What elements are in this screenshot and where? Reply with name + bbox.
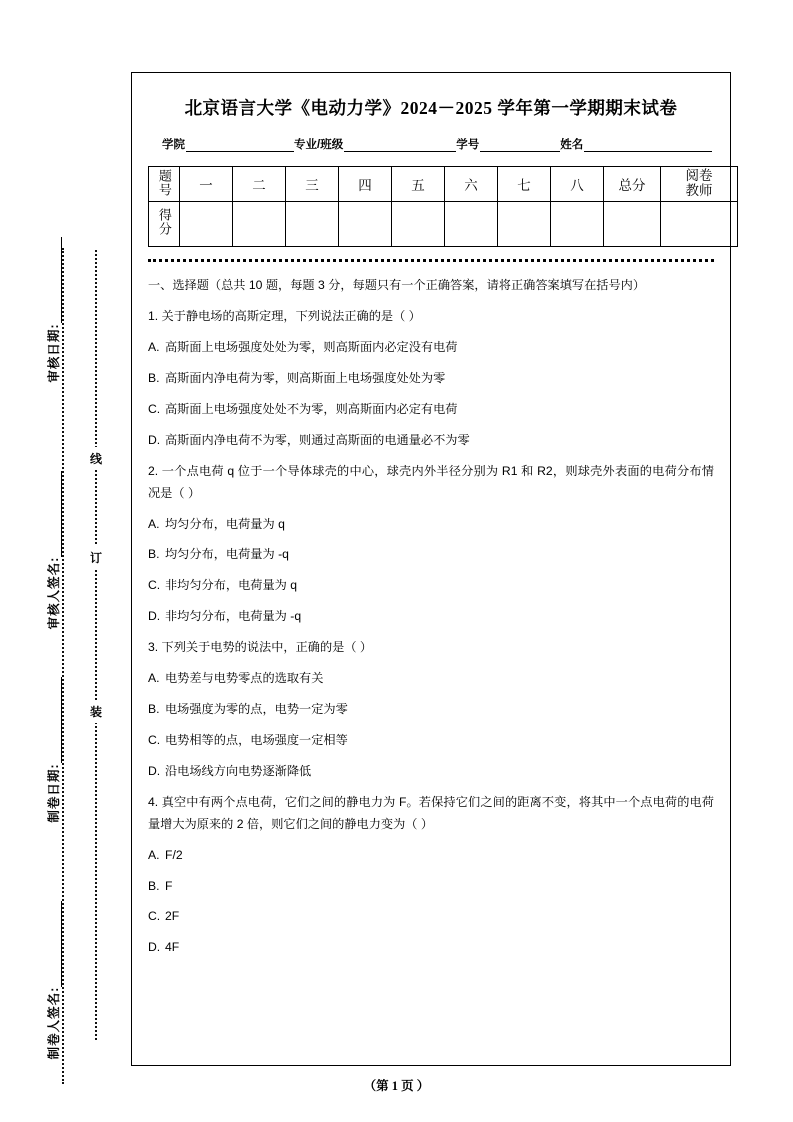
- row-label-score-text: 得分: [156, 208, 172, 237]
- question-1-option-c[interactable]: [148, 394, 714, 425]
- question-4-option-b-text: F: [165, 878, 173, 893]
- margin-label-paper-author-signature-rule: [49, 901, 62, 987]
- field-input-major-class[interactable]: [344, 138, 456, 152]
- margin-label-review-date-rule: [49, 237, 62, 323]
- score-cell-q4[interactable]: [339, 201, 392, 246]
- row-label-score: [149, 201, 180, 246]
- question-3-option-a[interactable]: [148, 663, 714, 694]
- question-3-option-b[interactable]: [148, 694, 714, 725]
- question-1-option-c-text: 高斯面上电场强度处处不为零，则高斯面内必定有电荷: [165, 401, 458, 416]
- field-input-name[interactable]: [584, 138, 712, 152]
- binding-glyph-zhuang: 装: [86, 700, 106, 723]
- col-header-grading-teacher: [661, 167, 738, 202]
- field-label-college: 学院: [162, 139, 185, 151]
- question-3-stem: 3. 下列关于电势的说法中，正确的是（ ）: [148, 640, 373, 655]
- score-cell-q1[interactable]: [180, 201, 233, 246]
- question-3-option-b-key: B.: [148, 702, 160, 716]
- col-header-q3: 三: [286, 167, 339, 202]
- field-input-college[interactable]: [186, 138, 294, 152]
- question-2-option-b-key: B.: [148, 547, 160, 562]
- question-4-option-d-text: 4F: [165, 940, 180, 955]
- margin-label-reviewer-signature-rule: [49, 471, 62, 557]
- question-4-option-c-text: 2F: [165, 909, 180, 924]
- question-2-option-b[interactable]: [148, 539, 714, 570]
- margin-label-paper-date: [44, 640, 62, 860]
- question-1-option-a-key: A.: [148, 339, 160, 354]
- question-4: [148, 792, 714, 964]
- question-3-option-d[interactable]: [148, 756, 714, 787]
- margin-label-reviewer-signature: [44, 440, 62, 660]
- question-2-option-b-text: 均匀分布，电荷量为 -q: [165, 547, 289, 562]
- col-header-q4: 四: [339, 167, 392, 202]
- margin-label-review-date-text: 审核日期:: [47, 323, 61, 383]
- exam-title: 北京语言大学《电动力学》2024－2025 学年第一学期期末试卷: [184, 98, 678, 118]
- section-separator-dotted: [148, 259, 714, 262]
- question-4-stem: 4. 真空中有两个点电荷，它们之间的静电力为 F。若保持它们之间的距离不变，将其中一个点电荷的电荷量增大为原来的 2 倍，则它们之间的静电力变为（ ）: [148, 794, 714, 831]
- margin-label-paper-author-signature-text: 制卷人签名:: [47, 986, 61, 1060]
- footer-page-number: （第 1 页 ）: [363, 1079, 430, 1093]
- question-1-stem: 1. 关于静电场的高斯定理，下列说法正确的是（ ）: [148, 309, 421, 324]
- question-3: [148, 637, 714, 787]
- question-4-option-c-key: C.: [148, 909, 161, 924]
- left-margin-annotations: [0, 0, 120, 1122]
- question-4-option-b[interactable]: [148, 871, 714, 902]
- question-3-option-c-text: 电势相等的点，电场强度一定相等: [165, 732, 348, 747]
- margin-label-review-date: [44, 200, 62, 420]
- question-1-option-b-text: 高斯面内净电荷为零，则高斯面上电场强度处处为零: [165, 370, 446, 385]
- exam-page-frame: [131, 72, 731, 1066]
- question-1-option-d[interactable]: [148, 425, 714, 456]
- question-4-option-a-key: A.: [148, 847, 160, 862]
- question-4-option-a-text: F/2: [165, 847, 183, 862]
- score-table: [148, 166, 738, 247]
- question-2-option-c-key: C.: [148, 578, 161, 593]
- question-4-option-b-key: B.: [148, 878, 160, 893]
- field-label-major-class: 专业/班级: [294, 139, 344, 151]
- score-cell-q3[interactable]: [286, 201, 339, 246]
- question-1-option-d-text: 高斯面内净电荷不为零，则通过高斯面的电通量必不为零: [165, 432, 470, 447]
- col-header-total: 总分: [604, 167, 661, 202]
- score-cell-q8[interactable]: [551, 201, 604, 246]
- question-2-option-a-key: A.: [148, 516, 160, 531]
- col-header-q1: 一: [180, 167, 233, 202]
- score-cell-total[interactable]: [604, 201, 661, 246]
- question-3-option-a-text: 电势差与电势零点的选取有关: [165, 671, 324, 686]
- question-2-option-c-text: 非均匀分布，电荷量为 q: [165, 578, 298, 593]
- question-2-option-a[interactable]: [148, 509, 714, 540]
- row-label-question-number-text: 题号: [156, 168, 172, 197]
- question-2-option-d[interactable]: [148, 601, 714, 632]
- question-1-option-b-key: B.: [148, 370, 160, 385]
- question-3-option-a-key: A.: [148, 671, 160, 686]
- margin-label-paper-date-rule: [49, 677, 62, 763]
- col-header-q8: 八: [551, 167, 604, 202]
- score-cell-grading-teacher[interactable]: [661, 201, 738, 246]
- question-1-option-c-key: C.: [148, 401, 161, 416]
- col-header-q2: 二: [233, 167, 286, 202]
- score-cell-q6[interactable]: [445, 201, 498, 246]
- question-1-option-a-text: 高斯面上电场强度处处为零，则高斯面内必定没有电荷: [165, 339, 458, 354]
- margin-label-reviewer-signature-text: 审核人签名:: [47, 556, 61, 630]
- margin-dotted-line-outer: [62, 248, 64, 1084]
- col-header-grading-teacher-line1: 阅卷: [685, 168, 713, 183]
- question-3-option-d-key: D.: [148, 763, 161, 778]
- question-4-option-a[interactable]: [148, 840, 714, 871]
- row-label-question-number: [149, 167, 180, 202]
- table-row-scores: [149, 201, 738, 246]
- question-2-option-d-text: 非均匀分布，电荷量为 -q: [165, 609, 302, 624]
- question-4-option-d-key: D.: [148, 940, 161, 955]
- question-2-option-c[interactable]: [148, 570, 714, 601]
- margin-dotted-line-inner: [95, 250, 97, 1040]
- score-cell-q7[interactable]: [498, 201, 551, 246]
- field-label-name: 姓名: [560, 139, 584, 151]
- question-3-option-c-key: C.: [148, 732, 161, 747]
- field-label-student-id: 学号: [456, 139, 480, 151]
- question-4-option-c[interactable]: [148, 901, 714, 932]
- score-cell-q5[interactable]: [392, 201, 445, 246]
- col-header-q7: 七: [498, 167, 551, 202]
- question-3-option-c[interactable]: [148, 725, 714, 756]
- question-2-stem: 2. 一个点电荷 q 位于一个导体球壳的中心，球壳内外半径分别为 R1 和 R2，则球壳外表面的电荷分布情况是（ ）: [148, 463, 714, 500]
- binding-glyph-xian: 线: [86, 447, 106, 470]
- question-3-option-b-text: 电场强度为零的点，电势一定为零: [165, 702, 348, 716]
- question-2-option-a-text: 均匀分布，电荷量为 q: [165, 516, 285, 531]
- question-1-option-d-key: D.: [148, 432, 161, 447]
- section-heading-1: 一、选择题（总共 10 题，每题 3 分，每题只有一个正确答案，请将正确答案填写在括号内）: [148, 277, 646, 292]
- binding-glyph-ding: 订: [86, 546, 106, 569]
- col-header-q6: 六: [445, 167, 498, 202]
- col-header-grading-teacher-line2: 教师: [685, 182, 713, 198]
- question-1: [148, 306, 714, 456]
- table-row-question-numbers: [149, 167, 738, 202]
- question-4-option-d[interactable]: [148, 932, 714, 963]
- question-1-option-b[interactable]: [148, 363, 714, 394]
- question-1-option-a[interactable]: [148, 332, 714, 363]
- question-3-option-d-text: 沿电场线方向电势逐渐降低: [165, 763, 312, 778]
- student-info-row: [162, 136, 712, 152]
- score-cell-q2[interactable]: [233, 201, 286, 246]
- question-2: [148, 461, 714, 633]
- margin-label-paper-date-text: 制卷日期:: [47, 763, 61, 823]
- margin-label-paper-author-signature: [44, 870, 62, 1090]
- question-2-option-d-key: D.: [148, 609, 161, 624]
- col-header-q5: 五: [392, 167, 445, 202]
- question-body: [148, 275, 714, 964]
- field-input-student-id[interactable]: [480, 138, 560, 152]
